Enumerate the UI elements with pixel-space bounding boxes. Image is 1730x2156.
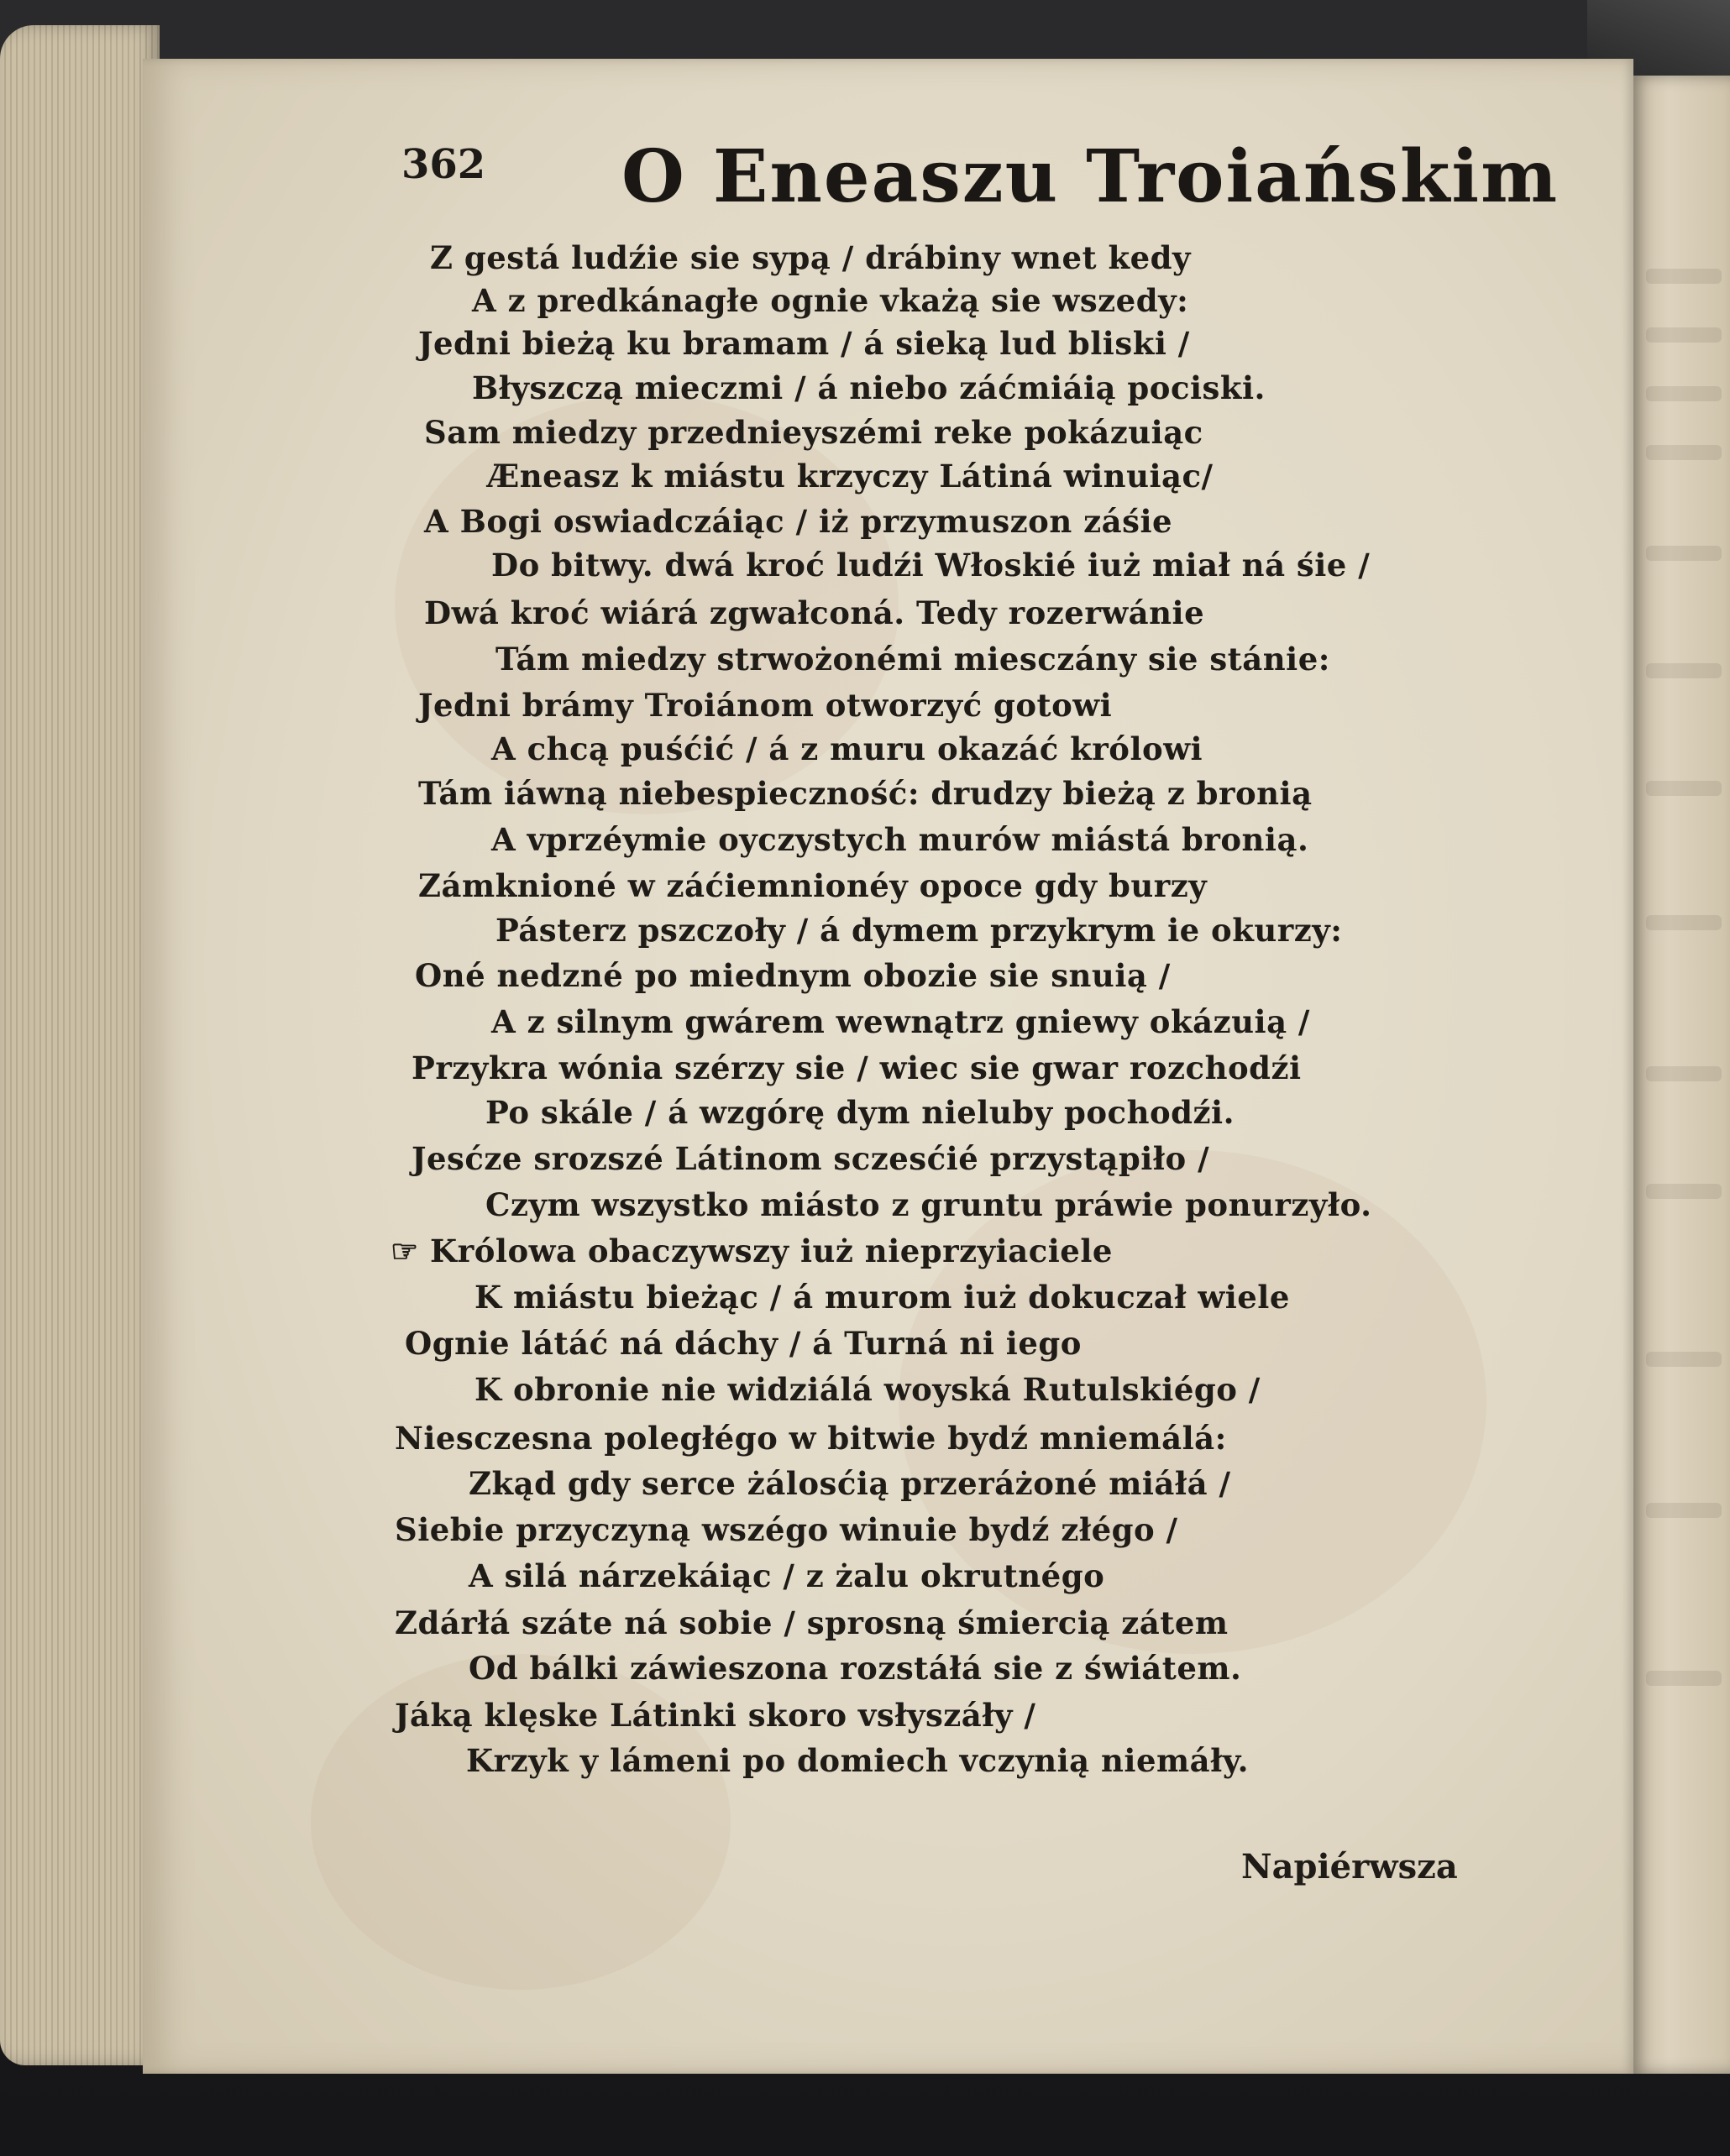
verse-line: Tám iáwną niebespieczność: drudzy bieżą z bronią <box>418 775 1313 812</box>
verse-line: A Bogi oswiadczáiąc / iż przymuszon záśie <box>424 503 1173 540</box>
verse-line: A z predkánagłe ognie vkażą sie wszedy: <box>472 282 1189 319</box>
verse-line: A chcą puśćić / á z muru okazáć królowi <box>491 730 1203 767</box>
verse-line: A z silnym gwárem wewnątrz gniewy okázuią / <box>491 1003 1310 1040</box>
verse-line: Jesćze srozszé Látinom sczesćié przystąpiło / <box>412 1140 1210 1177</box>
verse-line: Jedni bieżą ku bramam / á sieką lud bliski / <box>418 325 1190 362</box>
verse-line: Krzyk y lámeni po domiech vczynią niemáły. <box>466 1742 1249 1779</box>
verse-line: Tám miedzy strwożonémi miesczány sie stánie: <box>495 641 1330 678</box>
verse-line: K miástu bieżąc / á murom iuż dokuczał wiele <box>474 1279 1290 1316</box>
verse-line: Oné nedzné po miednym obozie sie snuią / <box>415 957 1171 994</box>
verse-line: Sam miedzy przednieyszémi reke pokázuiąc <box>424 414 1203 451</box>
verse-line: Siebie przyczyną wszégo winuie bydź złégo / <box>395 1511 1178 1548</box>
page-number: 362 <box>401 141 486 188</box>
verse-line: Po skále / á wzgórę dym nieluby pochodźi. <box>485 1094 1235 1131</box>
verse-line: K obronie nie widziálá woyská Rutulskiégo / <box>474 1371 1261 1408</box>
left-page-edges <box>0 25 160 2065</box>
verse-line: Æneasz k miástu krzyczy Látiná winuiąc/ <box>487 458 1214 495</box>
verse-line: Z gestá ludźie sie sypą / drábiny wnet kedy <box>430 239 1192 276</box>
verse-line: Dwá kroć wiárá zgwałconá. Tedy rozerwánie <box>424 594 1205 631</box>
verse-line: Przykra wónia szérzy sie / wiec sie gwar rozchodźi <box>412 1049 1302 1086</box>
verse-line: Od bálki záwieszona rozstáłá sie z świátem. <box>469 1650 1242 1687</box>
catchword: Napiérwsza <box>1241 1847 1458 1886</box>
verse-line: ☞ Królowa obaczywszy iuż nieprzyiaciele <box>391 1232 1113 1269</box>
verse-line: Zdárłá száte ná sobie / sprosną śmiercią zátem <box>395 1604 1229 1641</box>
facing-page-edge <box>1629 76 1730 2074</box>
verse-line: Jáką klęske Látinki skoro vsłyszáły / <box>395 1697 1036 1734</box>
verse-line: Czym wszystko miásto z gruntu práwie ponurzyło. <box>485 1186 1372 1223</box>
verse-line: Jedni brámy Troiánom otworzyć gotowi <box>418 687 1113 724</box>
verse-line: Pásterz pszczoły / á dymem przykrym ie okurzy: <box>495 912 1343 949</box>
verse-line: Niesczesna poległégo w bitwie bydź mniemálá: <box>395 1420 1227 1457</box>
verse-line: A vprzéymie oyczystych murów miástá bronią. <box>491 821 1309 858</box>
running-title: O Eneaszu Troiańskim <box>621 134 1560 219</box>
verse-line: Do bitwy. dwá kroć ludźi Włoskié iuż miał ná śie / <box>491 547 1371 583</box>
verse-line: Zkąd gdy serce żálosćią przeráżoné miáłá / <box>469 1465 1231 1502</box>
verse-line: Zámknioné w záćiemnionéy opoce gdy burzy <box>418 867 1208 904</box>
verse-line: Błyszczą mieczmi / á niebo záćmiáią pociski. <box>472 369 1266 406</box>
verse-line: Ognie látáć ná dáchy / á Turná ni iego <box>405 1325 1082 1362</box>
verse-line: A silá nárzekáiąc / z żalu okrutnégo <box>469 1557 1105 1594</box>
